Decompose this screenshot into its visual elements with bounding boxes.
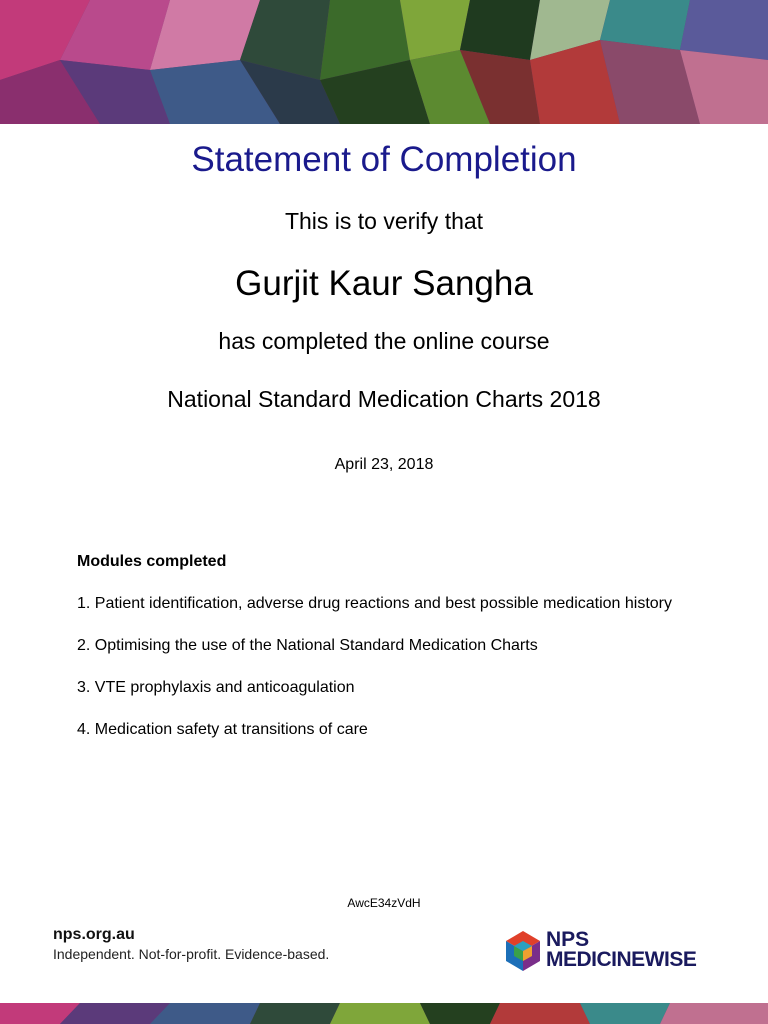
modules-heading: Modules completed — [77, 553, 227, 570]
hexagon-cube-icon — [505, 931, 541, 971]
decorative-banner-top — [0, 0, 768, 124]
module-item: 1. Patient identification, adverse drug reactions and best possible medication history — [77, 595, 673, 612]
module-item: 3. VTE prophylaxis and anticoagulation — [77, 679, 355, 696]
completed-text: has completed the online course — [218, 328, 550, 354]
logo-text — [546, 930, 696, 970]
verification-code: AwcE34zVdH — [347, 896, 421, 910]
nps-medicinewise-logo — [505, 930, 720, 972]
footer-site-url: nps.org.au — [53, 926, 135, 943]
modules-section — [77, 551, 697, 761]
course-name: National Standard Medication Charts 2018 — [167, 386, 601, 412]
verify-text: This is to verify that — [284, 208, 484, 234]
recipient-name: Gurjit Kaur Sangha — [235, 264, 533, 303]
footer-site-info — [53, 926, 329, 962]
module-item: 2. Optimising the use of the National Standard Medication Charts — [77, 637, 538, 654]
certificate-title: Statement of Completion — [191, 140, 577, 179]
logo-line2: MEDICINEWISE — [546, 948, 697, 971]
completion-date: April 23, 2018 — [334, 456, 434, 473]
module-item: 4. Medication safety at transitions of care — [77, 721, 368, 738]
footer-tagline: Independent. Not-for-profit. Evidence-based. — [53, 946, 330, 962]
logo-line1: NPS — [546, 928, 590, 951]
decorative-banner-bottom — [0, 1003, 768, 1024]
